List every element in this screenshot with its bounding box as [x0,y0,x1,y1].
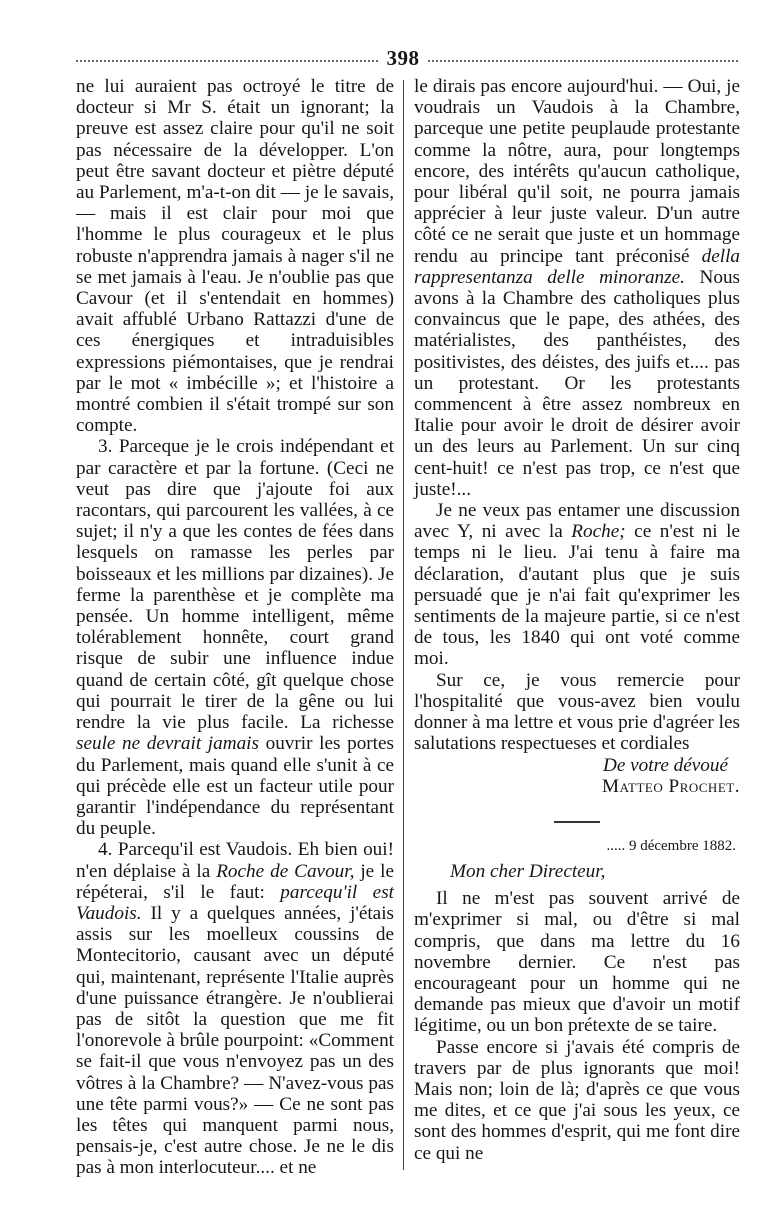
page-header [76,46,738,72]
paragraph [414,500,740,670]
italic-phrase: della rappresentanza delle minoranze. [414,245,740,288]
paragraph-text: 4. Parcequ'il est Vaudois. Eh bien oui! n'en déplaise à la [76,839,394,882]
signoff: De votre dévoué [602,754,728,776]
paragraph-text: je le répéterai, s'il le faut: [76,860,394,903]
italic-phrase: seule ne devrait jamais [76,733,259,755]
italic-phrase: parcequ'il est Vaudois. [76,881,394,924]
italic-phrase: Roche de Cavour, [216,860,355,882]
paragraph-text: ce n'est ni le temps ni le lieu. J'ai tenu à faire ma déclaration, d'autant plus que je suis persuadé que je n'ai fait qu'exprimer les sentiments de la majeure partie, si ce n'est de tous, les 1840 qui ont voté comme moi. [414,521,740,670]
salutation: Mon cher Directeur, [450,860,606,882]
paragraph-point-4 [76,839,394,1178]
column-divider [403,80,404,1170]
paragraph-continued [414,76,740,500]
right-column [414,76,740,1164]
italic-phrase: Roche; [571,521,626,543]
header-rule-left [76,60,378,62]
section-separator [554,821,600,823]
paragraph-text: le dirais pas encore aujourd'hui. — Oui, je voudrais un Vaudois à la Chambre, parceque une petite peuplaude protestante comme la nôtre, aura, pour longtemps encore, des intérêts qu'aucun catholique, pour libéral qu'il soit, ne pourra jamais apprécier à leur juste valeur. D'un autre côté ce ne serait que juste et un hommage rendu au principe tant préconisé [414,76,740,267]
page-number: 398 [386,46,420,70]
paragraph-point-3 [76,436,394,839]
paragraph-text: Nous avons à la Chambre des catholiques plus convaincus que le pape, des athées, des matérialistes, des panthéistes, des positivistes, des déistes, des juifs et.... pas un protestant. Or les protestants commencent à être assez nombreux en Italie pour avoir le droit de désirer avoir un des leurs au Parlement. Un sur cinq cent-huit! ce n'est pas trop, ce n'est que juste!... [414,266,741,500]
dateline: ..... 9 décembre 1882. [606,837,736,854]
left-column [76,76,394,1179]
paragraph: Il ne m'est pas souvent arrivé de m'exprimer si mal, ou d'être si mal compris, que dans ma lettre du 16 novembre dernier. Ce n'est pas encourageant pour un homme qui ne demande pas mieux que d'avoir un motif légitime, ou un bon prétexte de se taire. [414,888,740,1037]
paragraph: Sur ce, je vous remercie pour l'hospitalité que vous-avez bien voulu donner à ma lettre et vous prie d'agréer les salutations respectueses et cordiales [414,669,740,755]
paragraph-text: ouvrir les portes du Parlement, mais quand elle s'unit à ce qui précède elle est un facteur utile pour garantir l'indépendance du représentant du peuple. [76,733,394,840]
paragraph-text: Il y a quelques années, j'étais assis sur les moelleux coussins de Montecitorio, causant avec un député qui, maintenant, représente l'Italie auprès d'une puissance étrangère. Je n'oublierai pas de sitôt la question que me fit l'onorevole à brûle pourpoint: «Comment se fait-il que vous n'envoyez pas un des vôtres à la Chambre? — N'avez-vous pas une tête parmi vous?» — Ce ne sont pas les têtes qui manquent parmi nous, pensais-je, c'est autre chose. Je ne le dis pas à mon interlocuteur.... et ne [76,902,394,1179]
paragraph-text: 3. Parceque je le crois indépendant et par caractère et par la fortune. (Ceci ne veut pas dire que j'ajoute foi aux racontars, qui parcourent les vallées, à ce sujet; il n'y a que les contes de fées dans lesquels on ramasse les perles par boisseaux et les millions par dizaines). Je ferme la parenthèse et je complète ma pensée. Un homme intelligent, même tolérablement honnête, court grand risque de subir une influence indue quand de certain côté, gît quelque chose qui pourrait le tirer de la gêne ou lui rendre la vie plus facile. La richesse [76,436,394,734]
header-rule-right [428,60,738,62]
paragraph-continued: ne lui auraient pas octroyé le titre de docteur si Mr S. était un ignorant; la preuve est assez claire pour qu'il ne soit pas nécessaire de la développer. L'on peut être savant docteur et piètre député au Parlement, m'a-t-on dit — je le savais, — mais il est clair pour moi que l'homme le plus courageux et le plus robuste n'apprendra jamais à nager s'il ne se met jamais à l'eau. Je n'oublie pas que Cavour (et il s'entendait en hommes) avait affublé Urbano Rattazzi d'une de ces énergiques et intraduisibles expressions piémontaises, que je rendrai par le mot « imbécille »; et l'histoire a montré combien il s'était trompé sur son compte. [76,76,394,437]
signature: Matteo Prochet. [602,775,740,797]
paragraph: Passe encore si j'avais été compris de travers par de plus ignorants que moi! Mais non; loin de là; d'après ce que vous me dites, et ce que j'ai sous les yeux, ce sont des hommes d'esprit, qui me font dire ce qui ne [414,1036,740,1164]
paragraph-text: Je ne veux pas entamer une discussion avec Y, ni avec la [414,500,740,543]
